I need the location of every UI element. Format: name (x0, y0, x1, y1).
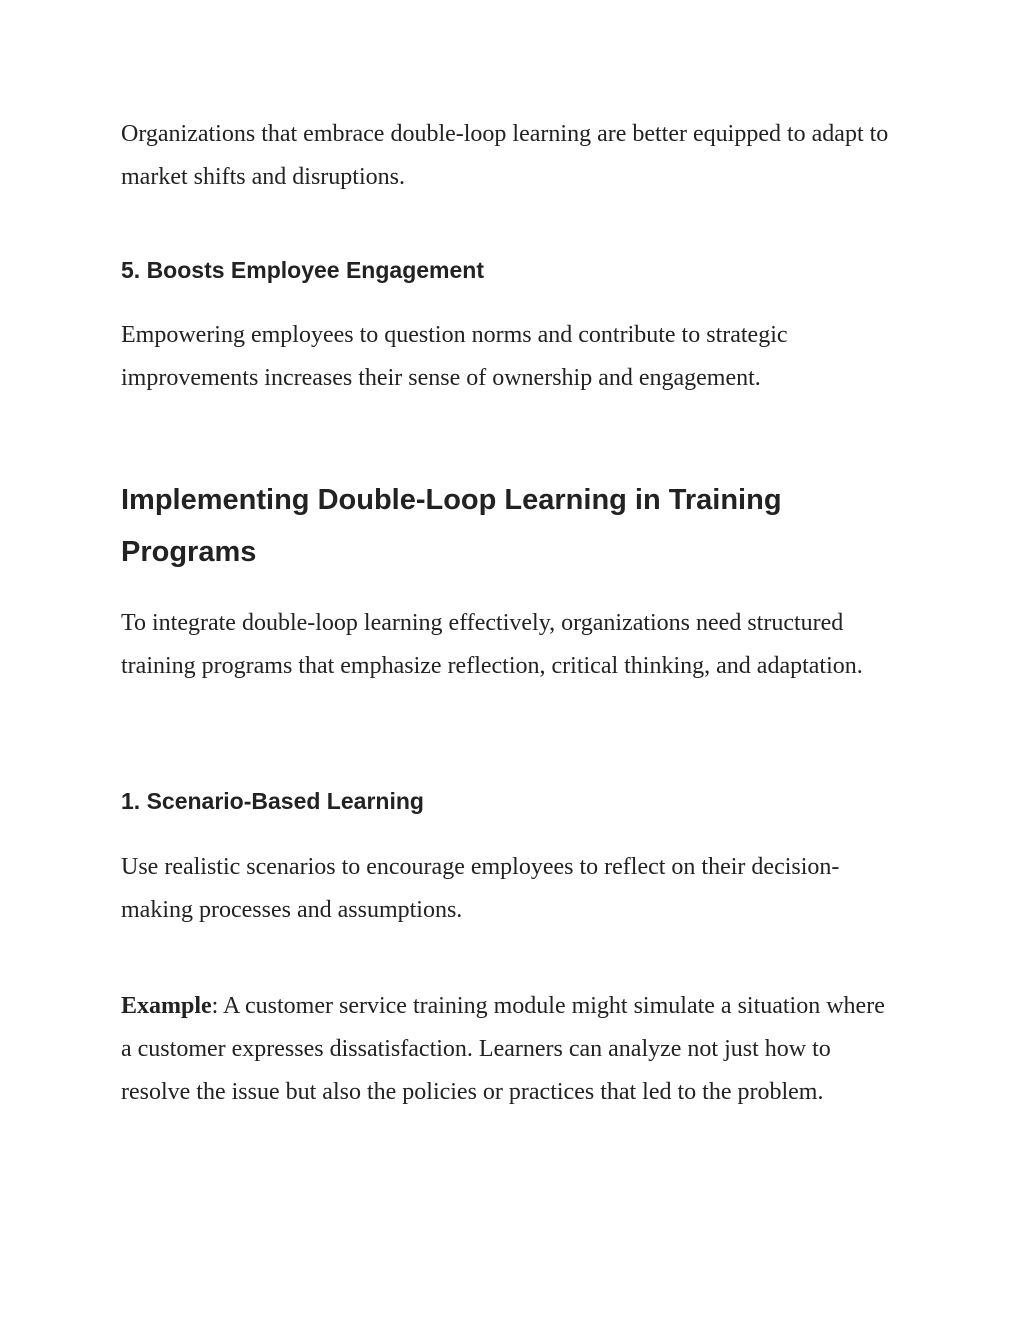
paragraph-adapt: Organizations that embrace double-loop learning are better equipped to adapt to market shifts and disruptions. (121, 121, 889, 190)
paragraph-example (121, 985, 901, 1114)
paragraph-scenario: Use realistic scenarios to encourage employees to reflect on their decision-making processes and assumptions. (121, 854, 840, 923)
example-text: : A customer service training module might simulate a situation where a customer expresses dissatisfaction. Learners can analyze not just how to resolve the issue but also the policies or practices that led to the problem. (121, 993, 885, 1105)
heading-scenario-based-learning: 1. Scenario-Based Learning (121, 788, 424, 814)
paragraph-integrate: To integrate double-loop learning effectively, organizations need structured training programs that emphasize reflection, critical thinking, and adaptation. (121, 610, 863, 679)
paragraph-engagement: Empowering employees to question norms and contribute to strategic improvements increases their sense of ownership and engagement. (121, 322, 788, 391)
heading-boosts-employee-engagement: 5. Boosts Employee Engagement (121, 257, 484, 283)
example-label: Example (121, 993, 212, 1019)
section-heading-implementing: Implementing Double-Loop Learning in Training Programs (121, 484, 782, 568)
